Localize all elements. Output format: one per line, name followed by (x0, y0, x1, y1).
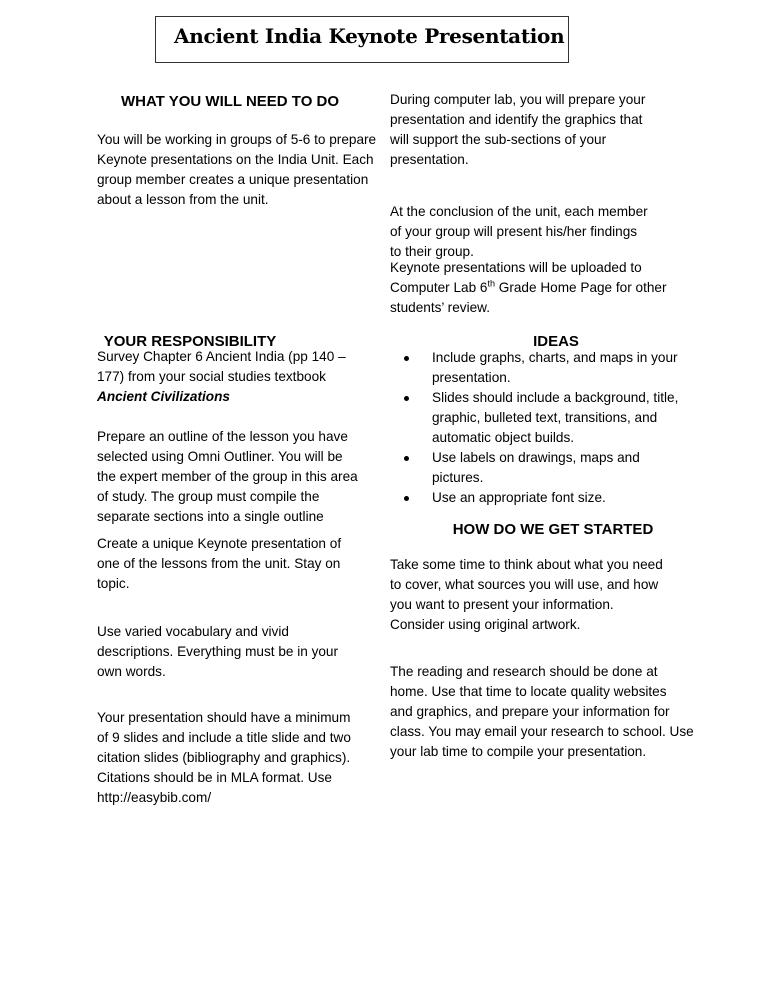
text-line: Use an appropriate font size. (432, 490, 606, 505)
idea-item (404, 388, 678, 448)
think-paragraph (390, 555, 663, 635)
survey-paragraph (97, 347, 346, 407)
text-line: During computer lab, you will prepare your (390, 92, 646, 107)
text-line: Slides should include a background, title, (432, 390, 679, 405)
heading-what-you-need: WHAT YOU WILL NEED TO DO (120, 93, 340, 110)
text-line: Prepare an outline of the lesson you have (97, 429, 348, 444)
idea-item (404, 348, 678, 388)
text-line (390, 278, 667, 298)
text-line: citation slides (bibliography and graphics). (97, 750, 351, 765)
bullet-icon (404, 456, 409, 461)
document-title: Ancient India Keynote Presentation (174, 24, 565, 48)
outline-paragraph (97, 427, 358, 527)
text-span: Grade Home Page for other (495, 280, 667, 295)
text-line: the expert member of the group in this area (97, 469, 358, 484)
lab-paragraph (390, 90, 645, 170)
text-line: home. Use that time to locate quality websites (390, 684, 667, 699)
text-line: http://easybib.com/ (97, 790, 212, 805)
need-paragraph (97, 130, 376, 210)
minimum-paragraph (97, 708, 351, 808)
text-line: descriptions. Everything must be in your (97, 644, 339, 659)
text-line: Keynote presentations will be uploaded to (390, 260, 642, 275)
idea-item (404, 488, 678, 508)
keynote-paragraph (97, 534, 341, 594)
text-line: You will be working in groups of 5-6 to prepare (97, 132, 377, 147)
text-line: class. You may email your research to school. Use (390, 724, 694, 739)
text-line: Include graphs, charts, and maps in your (432, 350, 678, 365)
text-line: your lab time to compile your presentation. (390, 744, 647, 759)
text-line: will support the sub-sections of your (390, 132, 607, 147)
text-line: of your group will present his/her findings (390, 224, 638, 239)
text-line: Create a unique Keynote presentation of (97, 536, 342, 551)
heading-get-started: HOW DO WE GET STARTED (452, 521, 654, 538)
text-line: topic. (97, 576, 130, 591)
text-line: you want to present your information. (390, 597, 614, 612)
text-line: The reading and research should be done at (390, 664, 658, 679)
textbook-title: Ancient Civilizations (97, 389, 230, 404)
text-line: separate sections into a single outline (97, 509, 324, 524)
idea-item (404, 448, 678, 488)
text-line: selected using Omni Outliner. You will be (97, 449, 343, 464)
text-line: own words. (97, 664, 166, 679)
text-line: graphic, bulleted text, transitions, and (432, 410, 658, 425)
text-line: to cover, what sources you will use, and how (390, 577, 659, 592)
text-line: Your presentation should have a minimum (97, 710, 351, 725)
text-line: presentation. (390, 152, 469, 167)
text-line: pictures. (432, 470, 484, 485)
heading-ideas: IDEAS (533, 333, 579, 350)
text-line: Citations should be in MLA format. Use (97, 770, 332, 785)
text-line: about a lesson from the unit. (97, 192, 269, 207)
title-box (155, 16, 569, 63)
text-line: Survey Chapter 6 Ancient India (pp 140 – (97, 349, 346, 364)
text-line: presentation and identify the graphics that (390, 112, 643, 127)
text-line: and graphics, and prepare your information for (390, 704, 670, 719)
text-line: to their group. (390, 244, 474, 259)
text-line: At the conclusion of the unit, each member (390, 204, 648, 219)
research-paragraph (390, 662, 694, 762)
bullet-icon (404, 396, 409, 401)
text-line: one of the lessons from the unit. Stay on (97, 556, 341, 571)
heading-responsibility: YOUR RESPONSIBILITY (103, 333, 277, 350)
ideas-list (404, 348, 678, 508)
text-line: 177) from your social studies textbook (97, 369, 326, 384)
upload-paragraph (390, 258, 667, 318)
conclusion-paragraph (390, 202, 648, 262)
text-line: presentation. (432, 370, 511, 385)
text-line: students’ review. (390, 300, 490, 315)
vocabulary-paragraph (97, 622, 338, 682)
text-line: automatic object builds. (432, 430, 575, 445)
bullet-icon (404, 496, 409, 501)
superscript: th (487, 278, 495, 289)
text-line: group member creates a unique presentation (97, 172, 369, 187)
text-line: Keynote presentations on the India Unit. Each (97, 152, 374, 167)
text-line: Take some time to think about what you need (390, 557, 663, 572)
bullet-icon (404, 356, 409, 361)
text-span: Computer Lab 6 (390, 280, 488, 295)
text-line: Use labels on drawings, maps and (432, 450, 640, 465)
text-line: Use varied vocabulary and vivid (97, 624, 289, 639)
text-line: of 9 slides and include a title slide and two (97, 730, 351, 745)
text-line: Consider using original artwork. (390, 617, 581, 632)
text-line: of study. The group must compile the (97, 489, 320, 504)
